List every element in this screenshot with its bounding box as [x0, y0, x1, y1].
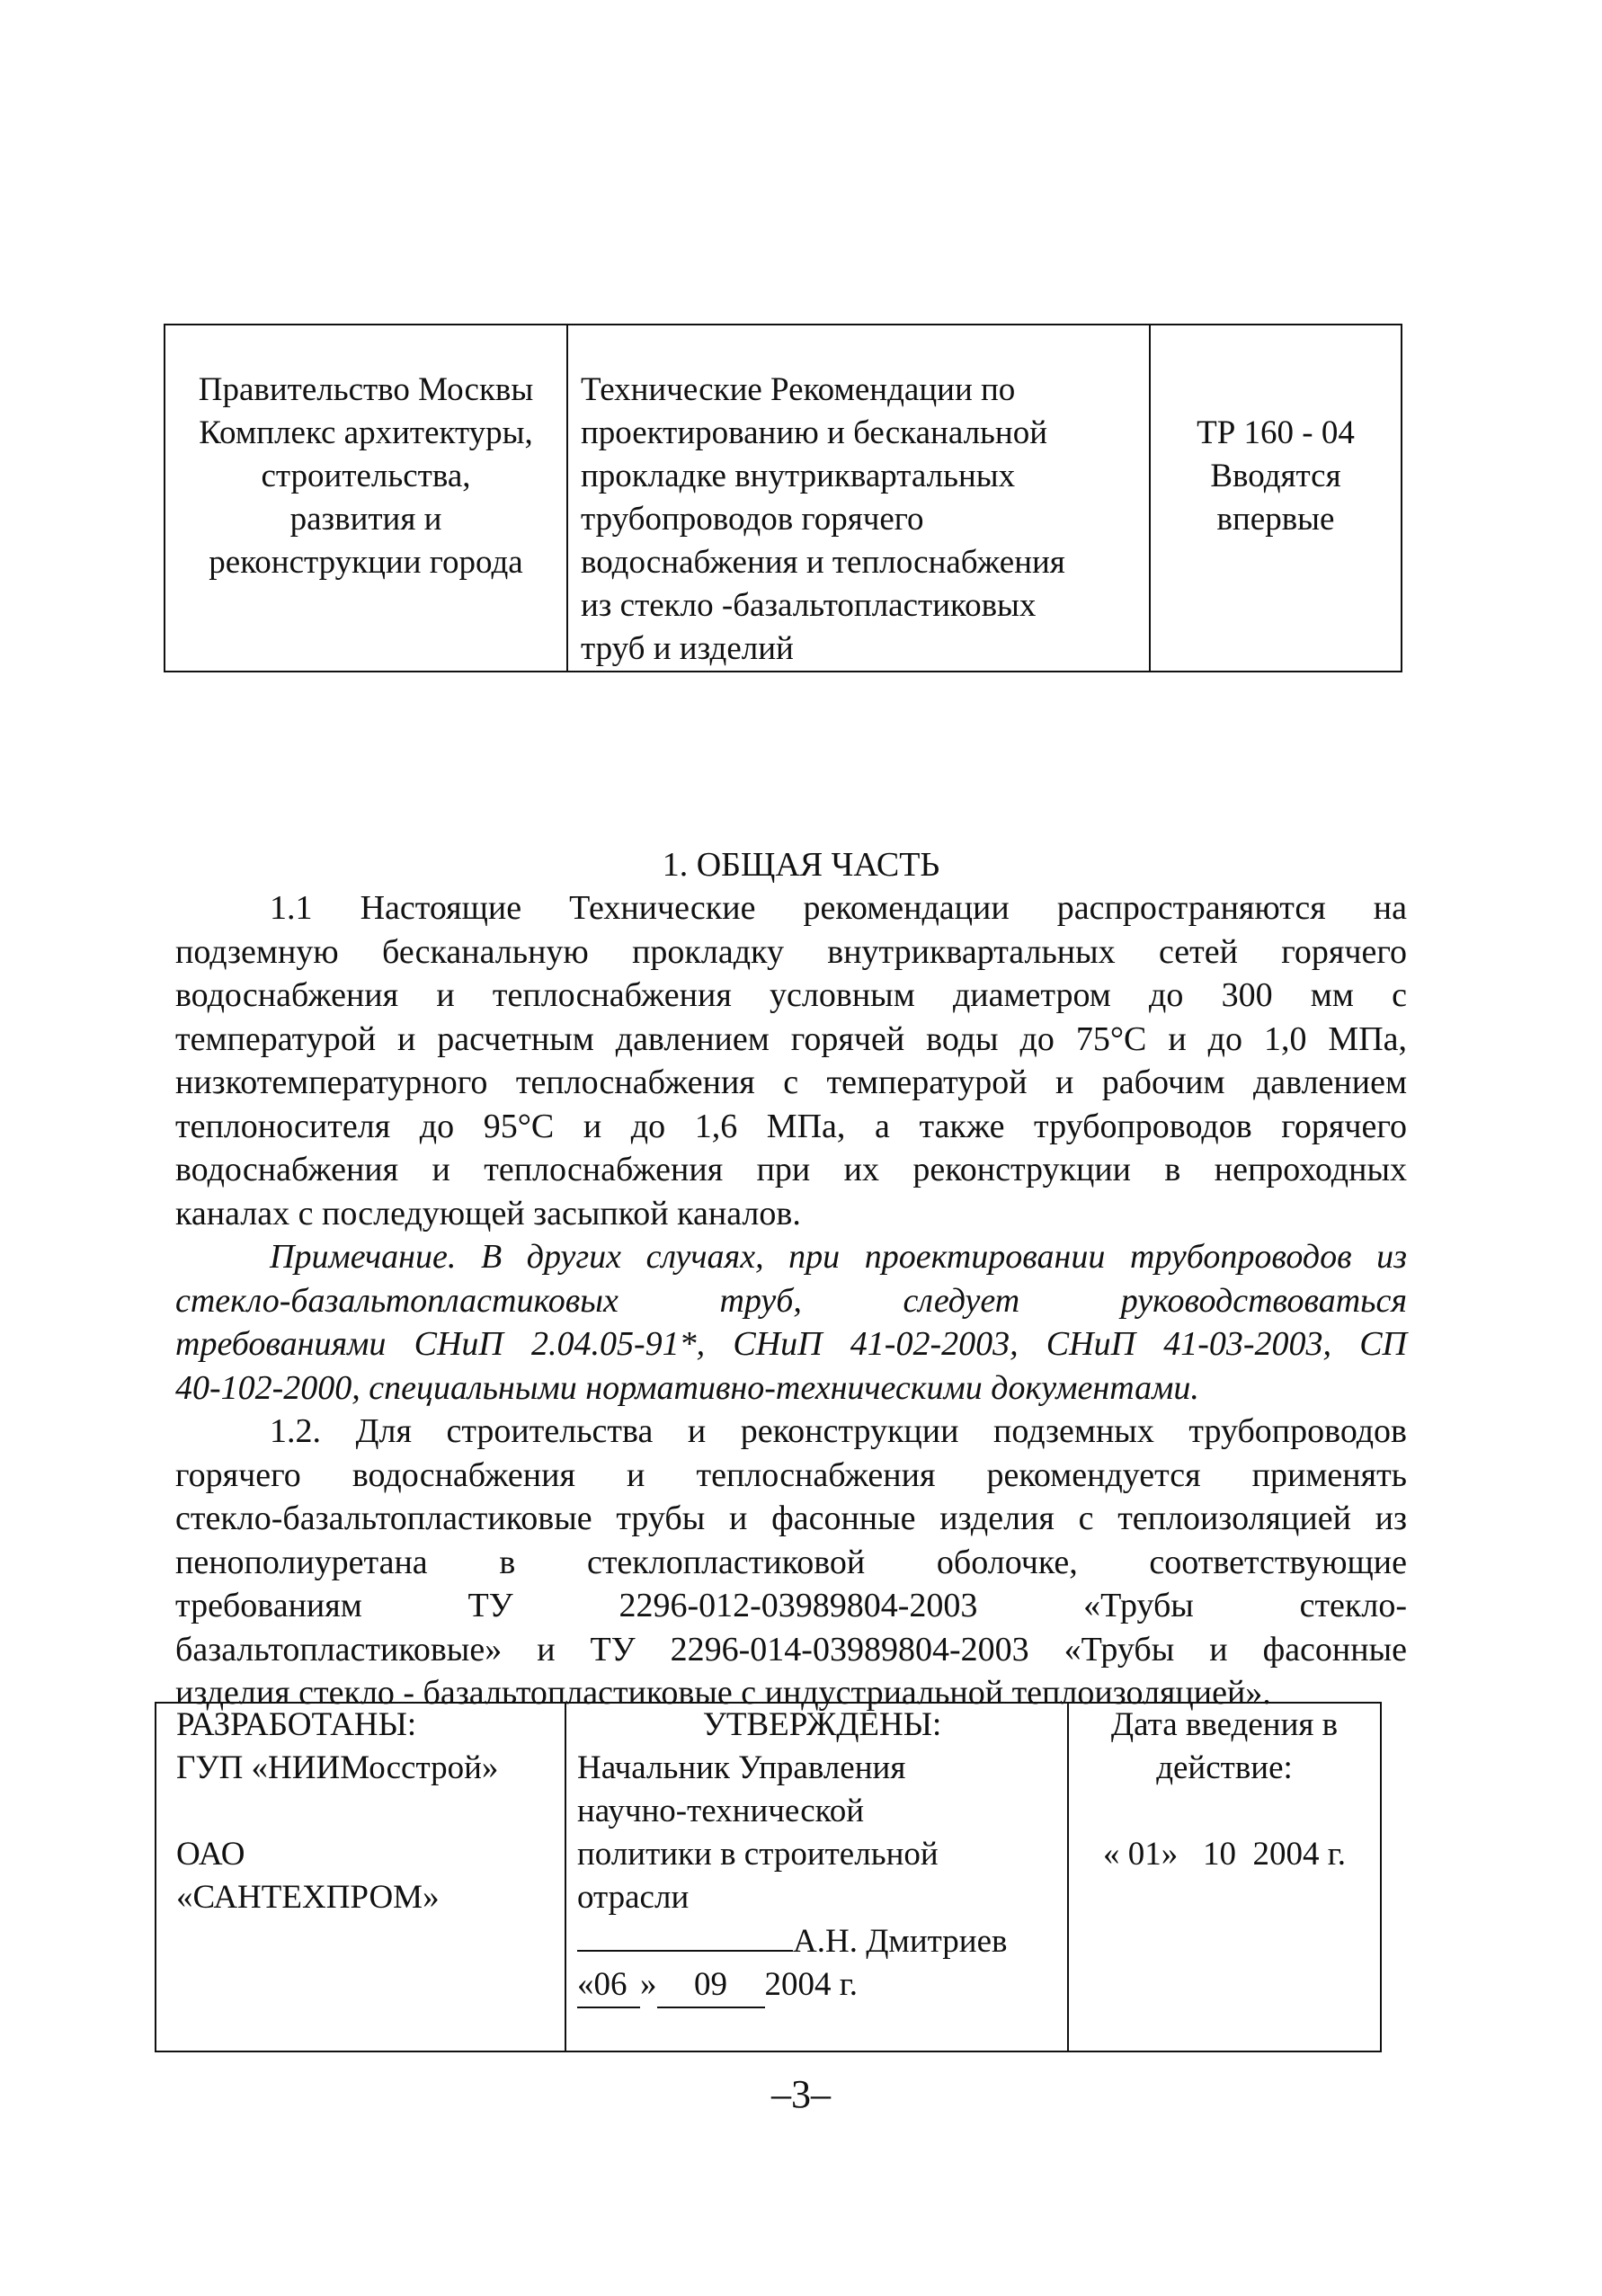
- note-line: Примечание. В других случаях, при проектировании трубопроводов из: [270, 1238, 1407, 1276]
- paragraph-line: теплоносителя до 95°С и до 1,6 МПа, а также трубопроводов горячего: [175, 1107, 1407, 1145]
- approved-by-cell: [565, 1703, 1068, 2051]
- approver-position-line: научно-технической: [577, 1793, 865, 1829]
- paragraph-line: подземную бесканальную прокладку внутриквартальных сетей горячего: [175, 932, 1407, 971]
- developer-org: «САНТЕХПРОМ»: [176, 1879, 440, 1916]
- note-paragraph: [175, 1235, 1407, 1410]
- paragraph-line: 1.2. Для строительства и реконструкции подземных трубопроводов: [270, 1412, 1407, 1450]
- developer-org: ГУП «НИИМосстрой»: [176, 1749, 499, 1786]
- approval-date: [577, 1963, 1067, 2008]
- paragraph-line: пенополиуретана в стеклопластиковой оболочке, соответствующие: [175, 1543, 1407, 1581]
- signatory-name: А.Н. Дмитриев: [793, 1923, 1008, 1960]
- approver-position-line: Начальник Управления: [577, 1749, 906, 1786]
- org-line: развития и: [289, 501, 442, 538]
- developed-heading: РАЗРАБОТАНЫ:: [176, 1706, 417, 1743]
- effective-date-cell: [1068, 1703, 1381, 2051]
- signature-row: [577, 1919, 1067, 1963]
- developed-by-cell: [156, 1703, 565, 2051]
- paragraph-line: 1.1 Настоящие Технические рекомендации распространяются на: [270, 889, 1407, 927]
- page-number: –3–: [771, 2072, 831, 2116]
- paragraph-line: водоснабжения и теплоснабжения условным диаметром до 300 мм с: [175, 976, 1407, 1014]
- paragraph-line: низкотемпературного теплоснабжения с температурой и рабочим давлением: [175, 1063, 1407, 1101]
- doc-title-line: прокладке внутриквартальных: [581, 458, 1016, 494]
- paragraph-line: водоснабжения и теплоснабжения при их реконструкции в непроходных: [175, 1151, 1407, 1188]
- date-day: «06: [577, 1963, 640, 2008]
- developer-org: ОАО: [176, 1836, 245, 1873]
- note-line: требованиями СНиП 2.04.05-91*, СНиП 41-02-2003, СНиП 41-03-2003, СП: [175, 1325, 1407, 1363]
- doc-title-line: Технические Рекомендации по: [581, 371, 1016, 408]
- note-line: стекло-базальтопластиковых труб, следует руководствоваться: [175, 1281, 1407, 1320]
- org-line: строительства,: [261, 458, 471, 494]
- date-month: 09: [657, 1963, 765, 2008]
- header-code-cell: [1150, 325, 1402, 672]
- paragraph-1-1: [175, 886, 1407, 1235]
- paragraph-line: каналах с последующей засыпкой каналов.: [175, 1194, 801, 1233]
- status-line: впервые: [1216, 501, 1335, 538]
- org-line: Комплекс архитектуры,: [199, 414, 533, 451]
- approved-heading: УТВЕРЖДЕНЫ:: [702, 1706, 942, 1743]
- doc-title-line: трубопроводов горячего: [581, 501, 924, 538]
- approval-table: [155, 1702, 1382, 2052]
- header-table: [164, 324, 1402, 672]
- doc-title-line: труб и изделий: [581, 630, 794, 667]
- header-organization-cell: [165, 325, 567, 672]
- doc-title-line: проектированию и бесканальной: [581, 414, 1048, 451]
- document-code: ТР 160 - 04: [1197, 414, 1355, 451]
- paragraph-line: требованиям ТУ 2296-012-03989804-2003 «Трубы стекло-: [175, 1587, 1407, 1624]
- effective-date: « 01» 10 2004 г.: [1102, 1836, 1346, 1873]
- paragraph-line: изделия стекло - базальтопластиковые с индустриальной теплоизоляцией».: [175, 1674, 1271, 1712]
- note-line: 40-102-2000, специальными нормативно-техническими документами.: [175, 1368, 1199, 1407]
- paragraph-line: температурой и расчетным давлением горячей воды до 75°С и до 1,0 МПа,: [175, 1019, 1407, 1058]
- doc-title-line: водоснабжения и теплоснабжения: [581, 544, 1065, 581]
- approver-position-line: политики в строительной: [577, 1836, 939, 1873]
- paragraph-line: базальтопластиковые» и ТУ 2296-014-03989804-2003 «Трубы и фасонные: [175, 1630, 1407, 1669]
- effective-heading: действие:: [1156, 1749, 1293, 1786]
- header-document-title-cell: [567, 325, 1150, 672]
- org-line: реконструкции города: [209, 544, 523, 581]
- org-line: Правительство Москвы: [198, 371, 534, 408]
- section-title: 1. ОБЩАЯ ЧАСТЬ: [662, 846, 940, 884]
- status-line: Вводятся: [1210, 458, 1341, 494]
- paragraph-line: стекло-базальтопластиковые трубы и фасонные изделия с теплоизоляцией из: [175, 1500, 1407, 1537]
- approver-position-line: отрасли: [577, 1879, 690, 1916]
- paragraph-line: горячего водоснабжения и теплоснабжения рекомендуется применять: [175, 1455, 1407, 1494]
- doc-title-line: из стекло -базальтопластиковых: [581, 587, 1037, 624]
- signature-line: [577, 1919, 793, 1952]
- paragraph-1-2: [175, 1410, 1407, 1715]
- effective-heading: Дата введения в: [1110, 1706, 1339, 1743]
- date-quote: »: [640, 1966, 657, 2003]
- date-year: 2004 г.: [764, 1966, 859, 2003]
